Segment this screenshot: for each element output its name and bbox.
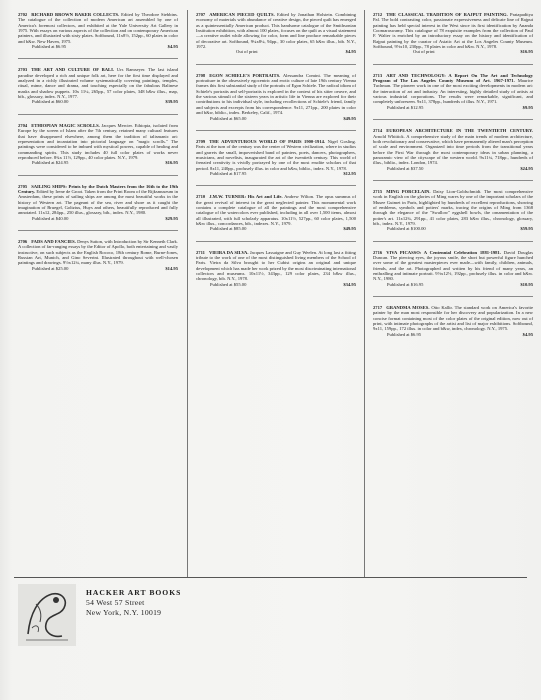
published-price: Out of print (236, 49, 258, 55)
entry-separator (196, 241, 356, 242)
entry-title: EUROPEAN ARCHITECTURE IN THE TWENTIETH CENTURY. (386, 128, 533, 134)
entry-price-line (196, 49, 356, 54)
sale-price: $39.95 (165, 99, 178, 105)
entry-price-line (196, 116, 356, 121)
published-price: Published at $12.95 (387, 104, 424, 110)
catalog-entry (196, 73, 356, 121)
sale-price: $16.95 (165, 160, 178, 166)
entry-price-line (373, 49, 533, 54)
sale-price: $4.95 (345, 49, 356, 55)
entry-separator (373, 119, 533, 120)
sale-price: $59.95 (520, 226, 533, 232)
sale-price: $10.95 (520, 281, 533, 287)
entry-price-line (196, 171, 356, 176)
entry-price-line (373, 166, 533, 171)
publisher-footer (14, 582, 214, 652)
sale-price: $4.95 (522, 331, 533, 337)
entry-description: Jacques Lassaigne and Guy Weelen. At long last a fitting tribute to the work of one of the most distinguished living members of the School of Paris. Vieira da Silva brought to her Cubist origins an original and unique development which has made her work prized by the most discriminating international collectors and museums. 10x11½, 343pp., 129 color plates, 234 b&w illus., chronology, bib. N.Y., 1978. (196, 249, 356, 282)
entry-number: 2708 (196, 72, 206, 78)
footer-rule (14, 577, 527, 578)
publisher-logo-icon (18, 584, 76, 646)
entry-price-line (18, 266, 178, 271)
published-price: Published at $25.00 (32, 265, 69, 271)
published-price: Out of print (413, 49, 435, 55)
entry-separator (18, 114, 178, 115)
published-price: Published at $24.95 (32, 160, 69, 166)
catalog-column-middle (196, 12, 356, 287)
entry-number: 2711 (196, 249, 205, 255)
catalog-entry (18, 12, 178, 49)
catalog-entry (196, 12, 356, 55)
sale-price: $16.95 (520, 49, 533, 55)
published-price: Published at $6.95 (387, 331, 422, 337)
published-price: Published at $85.00 (210, 226, 247, 232)
entry-title: GRANDMA MOSES. (386, 305, 430, 311)
catalog-entry (196, 250, 356, 287)
entry-separator (373, 241, 533, 242)
entry-price-line (18, 99, 178, 104)
published-price: Published at $60.00 (32, 99, 69, 105)
entry-description: Alessandra Comini. The meaning of portraiture in the obsessively egocentric and erotic culture of late 19th century Vienna frames this first substantial study of the portraits of Egon Schiele. The radical idiom of Schiele's portraits and self-portraits is explored in the context of his sitter oeuvre, and the various stimuli of the sixteen years in artistic life in Vienna are explored for their contributions to his individual style, including recollections of Schiele's friend, family and subjects and excerpts from his correspondence. 9x11, 271pp., 200 plates in color and b&w, biblio., index. Berkeley, Calif., 1974. (196, 72, 356, 116)
catalog-column-right (373, 12, 533, 337)
entry-price-line (373, 332, 533, 337)
catalog-entry (373, 189, 533, 232)
entry-price-line (373, 105, 533, 110)
entry-description: Urs Ramseyer. The last island paradise developed a rich and unique folk art, here for the first time displayed and analyzed in a richly illustrated volume systematically covering paintings, temples, ritual, mime, dance and drama, and touching especially on the fabulous Balinese masks and shadow puppets. 10x 11¼, 265pp., 57 color plates, 348 b&w illus., map, bib., glossary, index. N.Y., 1977. (18, 67, 178, 100)
published-price: Published at $37.50 (387, 165, 424, 171)
entry-separator (18, 175, 178, 176)
entry-title: THE ADVENTUROUS WORLD OF PARIS 1900-1914. (209, 138, 326, 144)
entry-description: Arnold Whittick. A comprehensive study of the main trends of modern architecture, both revolutionary and conservative, which have permanently altered man's perception of scale and environment. Organized into time periods from the transitional years before the First War through the most contemporary ideas in urban planning, a panoramic view of the cityscape of the western world. 9x11¼, 718pp., hundreds of illus., biblio., index. London, 1974. (373, 133, 533, 166)
entry-price-line (18, 160, 178, 165)
entry-price-line (18, 44, 178, 49)
publisher-address (86, 588, 181, 618)
entry-title: THE CLASSICAL TRADITION OF RAJPUT PAINTING. (386, 12, 508, 17)
sale-price: $29.95 (165, 215, 178, 221)
entry-number: 2707 (196, 12, 206, 17)
publisher-city: New York, N.Y. 10019 (86, 608, 162, 617)
entry-title: AMERICAN PIECED QUILTS. (209, 12, 275, 17)
entry-title: ETHIOPIAN MAGIC SCROLLS. (31, 122, 100, 128)
catalog-entry (373, 73, 533, 110)
published-price: Published at $6.95 (32, 44, 67, 50)
entry-separator (18, 230, 178, 231)
entry-description: Maurice Tuchman. The pioneer work in one of the most exciting developments in modern art: the interaction of art and industry. An interesting, highly detailed study of artists at various industrial corporations. The results were remarkable, significant, and completely unforeseen. 9x11, 378pp., hundreds of illus. N.Y., 1971. (373, 78, 533, 105)
entry-title: THE ART AND CULTURE OF BALI. (31, 67, 115, 73)
column-divider (364, 10, 365, 577)
entry-description: Edited by Irene de Groot. Taken from the Print Room of the Rijksmuseum in Amsterdam, these prints of sailing ships are among the most beautiful works in the history of Western art. The pageant of the sea, river and shore as it caught the imagination of Bruegel, Goltzius, Huys and others, beautifully reproduced and fully annotated. 11x12, 284pp., 250 illus., glossary, bib., index. N.Y., 1980. (18, 188, 178, 216)
entry-title: ART AND TECHNOLOGY: A Report On The Art and Technology Program of The Los Angeles County Museum of Art. 1967-1971. (373, 72, 533, 84)
entry-title: SAILING SHIPS: Prints by the Dutch Masters from the 16th to the 19th Century. (18, 183, 178, 194)
entry-separator (196, 64, 356, 65)
sale-price: $4.95 (167, 44, 178, 50)
entry-separator (373, 296, 533, 297)
sale-price: $49.95 (343, 226, 356, 232)
catalog-entry (373, 305, 533, 337)
published-price: Published at $100.00 (387, 226, 426, 232)
entry-number: 2710 (196, 194, 206, 200)
entry-title: J.M.W. TURNER: His Art and Life. (209, 194, 283, 200)
entry-description: Denys Sutton, with Introduction by Sir Kenneth Clark. A collection of far-ranging essays by the Editor of Apollo, both entertaining and vastly instructive, on such subjects as the English Rococo, 18th century Rome, Burne-Jones, Russian Art, Munich, and Gino Severini. Illustrated throughout with well-chosen paintings and drawings. 9½x12¼, many illus. N.Y., 1979. (18, 238, 178, 266)
sale-price: $24.95 (520, 165, 533, 171)
entry-description: Daisy Lion-Goldschmidt. The most comprehensive work in English on the glories of Ming wares by one of the important scholars of the Musee Guimet in Paris, highlighted by hundreds of excellent reproductions, showing of emblems, symbols and potters' marks, tracing the origins of Ming from 1368 through the elegance of the "Swallow" eggshell bowls, the ornamentation of the potter's art. 11x12¾, 291pp., 41 color plates, 283 b&w illus., chronology, glossary, bib., index. N.Y., 1979. (373, 188, 533, 226)
entry-title: RICHARD BROWN BAKER COLLECTS. (31, 12, 120, 17)
entry-description: Andrew Wilton. The opus summus of the great revival of interest in the great neglected painter. This monumental work contains a complete catalogue of all the paintings and the most comprehensive catalogue of the watercolors ever published, including in all over 1,500 items, almost all illustrated, with full scholarly apparatus. 10x11½, 527pp., 60 color plates, 1,500 b&w illus., concordances, bib., indexes. N.Y., 1979. (196, 194, 356, 226)
entry-price-line (196, 226, 356, 231)
entry-description: Jacques Mercier. Ethiopia, isolated from Europe by the screen of Islam after the 7th century, retained many cultural features that have disappeared elsewhere, among them the tradition of talismanic art: representation and incantation into pictorial language on "magic scrolls." The paintings were considered to be imbued with mystical powers, capable of healing and commanding spirits. This study includes 40 full color plates of works never reproduced before. 8¾x 11½, 129pp., 40 color plates. N.Y., 1979. (18, 122, 178, 160)
catalog-entry (196, 194, 356, 231)
entry-number: 2713 (373, 72, 383, 78)
published-price: Published at $55.00 (210, 281, 247, 287)
entry-title: MING PORCELAIN. (386, 188, 431, 194)
entry-number: 2714 (373, 128, 383, 134)
column-divider (187, 10, 188, 577)
catalog-entry (18, 67, 178, 104)
sale-price: $14.95 (165, 265, 178, 271)
catalog-entry (373, 128, 533, 171)
entry-description: David Douglas Duncan. The piercing eyes, the joyous smile, the short but powerful figure hunched over some of the greatest masterpieces ever made—with family, children, animals, friends, and the art. Photographed and written by his friend of many years, an enthralling and intimate portrait. 9½x12½, 192pp., profusely illus. in color and b&w. N.Y., 1980. (373, 249, 533, 282)
publisher-street: 54 West 57 Street (86, 598, 145, 607)
catalog-column-left (18, 12, 178, 271)
entry-description: Otto Kallir. The standard work on America's favorite painter by the man most responsible for her discovery and popularization. In a new concise format containing most of the color plates of the original edition, now out of print, with intimate photographs of the artist and list of major exhibitions. Softbound, 9x11, 159pp., 172 illus. in color and b&w, index, chronology. N.Y., 1975. (373, 305, 533, 332)
entry-title: FADS AND FANCIES. (31, 238, 76, 244)
entry-price-line (196, 282, 356, 287)
entry-number: 2702 (18, 12, 28, 17)
entry-separator (18, 58, 178, 59)
entry-description: Nigel Gosling. Paris at the turn of the century was the center of Western civilization, where in studios and garrets the small, impoverished band of painters, poets, dancers, photographers, musicians, and novelists, inaugurated the art of the twentieth century. This world of frenzied creativity is vividly portrayed by one of the most erudite scholars of that period. 8x11, 240pp., profusely illus. in color and b&w, biblio., index. N.Y., 1978. (196, 138, 356, 171)
entry-title: EGON SCHIELE'S PORTRAITS. (209, 72, 281, 78)
entry-number: 2703 (18, 67, 28, 73)
entry-separator (373, 180, 533, 181)
published-price: Published at $17.95 (210, 170, 247, 176)
entry-description: Edited by Theodore Stebbins. The catalogue of the collection of modern American art assembled by one of America's foremost collectors, and exhibited at the Yale University Art Gallery in 1975. With essays on various aspects of the collection and on contemporary American painters, and illustrated with sixty plates. Softbound, 11x8½, 152pp., 60 plates in color and b&w. New Haven, 1975. (18, 12, 178, 44)
entry-number: 2704 (18, 122, 28, 128)
sale-price: $49.95 (343, 115, 356, 121)
catalog-entry (18, 123, 178, 166)
catalog-entry (18, 239, 178, 271)
catalog-entry (373, 12, 533, 55)
entry-number: 2705 (18, 183, 28, 189)
entry-separator (196, 185, 356, 186)
entry-price-line (373, 226, 533, 231)
sale-price: $9.95 (522, 104, 533, 110)
catalog-entry (196, 139, 356, 176)
publisher-name: HACKER ART BOOKS (86, 588, 182, 597)
entry-separator (196, 130, 356, 131)
entry-description: Pratapaditya Pal. The bold contrasting color, passionate expressiveness and delicate line of Rajput painting has held special interest in the West since its first identification by Ananda Coomaraswamy. This catalogue of 78 exquisite examples from the collection of Paul F. Walter is enriched by an introductory essay on the history and identification of Rajput painting by the curator of Asiatic Art at the Los Angeles County Museum. Softbound, 9½x10, 230pp., 78 plates in color and b&w. N.Y., 1978. (373, 12, 533, 50)
entry-number: 2706 (18, 238, 28, 244)
entry-number: 2715 (373, 188, 383, 194)
published-price: Published at $16.95 (387, 281, 424, 287)
sale-price: $34.95 (343, 281, 356, 287)
published-price: Published at $65.00 (210, 115, 247, 121)
entry-number: 2709 (196, 138, 206, 144)
entry-description: Edited by Jonathan Holstein. Combining economy of materials with abundance of creative design, the pieced quilt has emerged as a quintessentially American product. This handsome catalogue of the Smithsonian Institution exhibition, with almost 100 plates, focuses on the quilt as a visual statement—a creative outlet while allowing for color, form and line produce remarkable pieces of decorative art. Softbound, 9¼x8¼, 94pp., 30 color plates, 65 b&w illus., bib. N.Y., 1972. (196, 12, 356, 50)
published-price: Published at $40.00 (32, 215, 69, 221)
entry-number: 2717 (373, 305, 383, 311)
entry-title: VIEIRA DA SILVA. (208, 249, 249, 255)
entry-number: 2716 (373, 249, 383, 255)
entry-number: 2712 (373, 12, 383, 17)
catalog-entry (373, 250, 533, 287)
entry-price-line (18, 216, 178, 221)
entry-title: VIVA PICASSO: A Centennial Celebration 1881-1981. (386, 249, 501, 255)
entry-price-line (373, 282, 533, 287)
entry-separator (373, 64, 533, 65)
sale-price: $12.95 (343, 170, 356, 176)
catalog-entry (18, 184, 178, 221)
